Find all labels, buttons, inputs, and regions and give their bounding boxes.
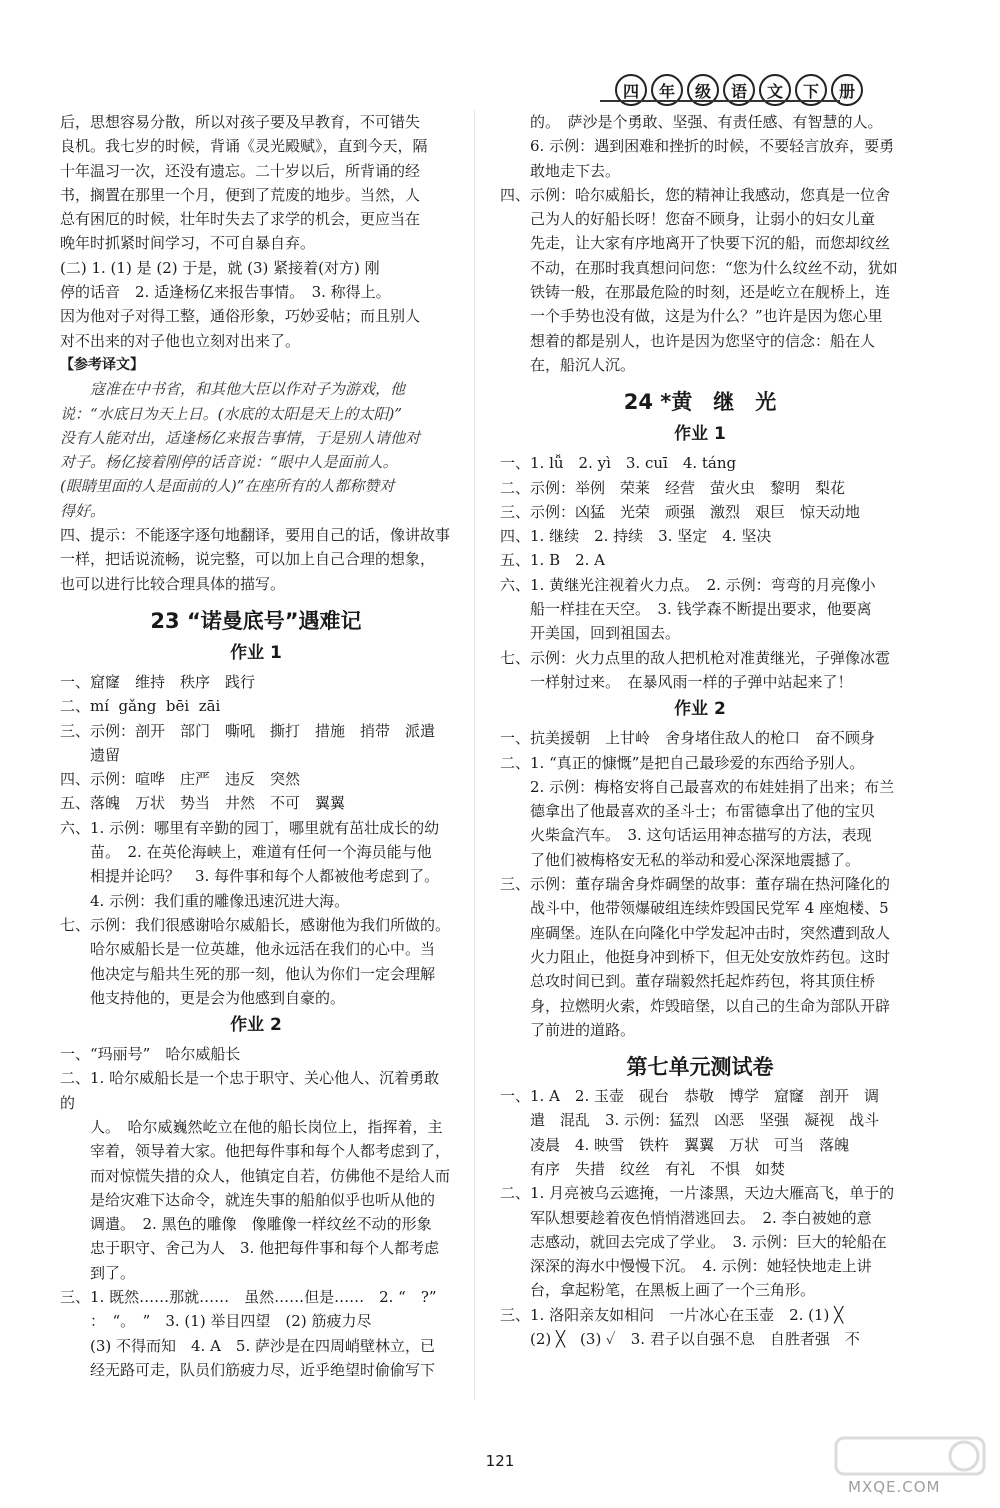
answer-line: 在，船沉人沉。	[500, 355, 636, 374]
answer-line: 了前进的道路。	[500, 1020, 636, 1039]
answer-line: 经无路可走，队员们筋疲力尽，近乎绝望时偷偷写下	[60, 1360, 436, 1379]
answer-line: 他支持他的，更是会为他感到自豪的。	[60, 988, 346, 1007]
header-rule	[600, 100, 840, 102]
answer-line: 2. 示例：梅格安将自己最喜欢的布娃娃捐了出来；布兰	[500, 777, 895, 796]
answer-line: 有序 失措 纹丝 有礼 不惧 如焚	[500, 1159, 786, 1178]
header-badge-char: 文	[759, 74, 791, 106]
answer-line: 战斗中，他带领爆破组连续炸毁国民党军 4 座炮楼、5	[500, 899, 889, 918]
assignment-heading: 作业 1	[230, 642, 282, 663]
answer-line: 凌晨 4. 映雪 铁杵 翼翼 万状 可当 落魄	[500, 1135, 850, 1154]
answer-line: 相提并论吗？ 3. 每件事和每个人都被他考虑到了。	[60, 867, 440, 886]
answer-line: 二、1. 哈尔威船长是一个忠于职守、关心他人、沉着勇敢的	[60, 1069, 440, 1112]
answer-line: 哈尔威船长是一位英雄，他永远活在我们的心中。当	[60, 940, 436, 959]
lesson-title: 23 “诺曼底号”遇难记	[150, 608, 362, 633]
answer-line: 停的话音 2. 适逢杨亿来报告事情。 3. 称得上。	[60, 283, 391, 302]
answer-line: 是给灾难下达命令，就连失事的船舶似乎也听从他的	[60, 1190, 436, 1209]
answer-line: 遗留	[60, 745, 121, 764]
answer-line: 一、1. lǚ 2. yì 3. cuī 4. táng	[500, 454, 737, 473]
assignment-heading: 作业 2	[230, 1015, 282, 1036]
header-badge-char: 级	[687, 74, 719, 106]
answer-line: 三、1. 既然……那就…… 虽然……但是…… 2. “ ?”	[60, 1288, 437, 1307]
answer-line: 一样，把话说流畅，说完整，可以加上自己合理的想象，	[60, 550, 436, 569]
answer-line: 到了。	[60, 1263, 136, 1282]
answer-line: 6. 示例：遇到困难和挫折的时候，不要轻言放弃，要勇	[500, 137, 895, 156]
answer-line: 一、“玛丽号” 哈尔威船长	[60, 1045, 241, 1064]
translation-line: 说：“水底日为天上日。(水底的太阳是天上的太阳)”	[60, 404, 403, 423]
answer-line: 七、示例：我们很感谢哈尔威船长，感谢他为我们所做的。	[60, 915, 451, 934]
left-column	[60, 110, 452, 1382]
answer-line: 良机。我七岁的时候，背诵《灵光殿赋》，直到今天，隔	[60, 137, 428, 156]
answer-line: 一、抗美援朝 上甘岭 舍身堵住敌人的枪口 奋不顾身	[500, 729, 876, 748]
assignment-heading: 作业 2	[674, 699, 726, 720]
translation-line: (眼睛里面的人是面前的人)”在座所有的人都称赞对	[60, 477, 395, 496]
answer-line: 晚年时抓紧时间学习，不可自暴自弃。	[60, 234, 316, 253]
answer-line: (2) ╳ (3) ✓ 3. 君子以自强不息 自胜者强 不	[500, 1330, 860, 1349]
answer-line: 四、提示：不能逐字逐句地翻译，要用自己的话，像讲故事	[60, 526, 451, 545]
answer-line: 五、落魄 万状 势当 井然 不可 翼翼	[60, 794, 346, 813]
header-badge-char: 年	[651, 74, 683, 106]
answer-line: 己为人的好船长呀！您奋不顾身，让弱小的妇女儿童	[500, 210, 876, 229]
header-badge-char: 四	[615, 74, 647, 106]
answer-line: 4. 示例：我们重的雕像迅速沉进大海。	[60, 891, 350, 910]
translation-line: 寇准在中书省，和其他大臣以作对子为游戏，他	[60, 380, 406, 399]
answer-line: 的。 萨沙是个勇敢、坚强、有责任感、有智慧的人。	[500, 113, 883, 131]
answer-line: 一、窟窿 维持 秩序 践行	[60, 672, 256, 691]
answer-line: 七、示例：火力点里的敌人把机枪对准黄继光，子弹像冰雹	[500, 648, 891, 667]
answer-line: 因为他对子对得工整，通俗形象，巧妙妥帖；而且别人	[60, 307, 421, 326]
answer-line: 后，思想容易分散，所以对孩子要及早教育，不可错失	[60, 113, 421, 131]
assignment-heading: 作业 1	[674, 424, 726, 445]
answer-line: 志感动，就回去完成了学业。 3. 示例：巨大的轮船在	[500, 1232, 887, 1251]
answer-line: 船一样挂在天空。 3. 钱学森不断提出要求，他要离	[500, 600, 872, 619]
answer-line: 一样射过来。 在暴风雨一样的子弹中站起来了！	[500, 672, 853, 691]
answer-line: 开美国，回到祖国去。	[500, 624, 681, 643]
answer-line: 二、1. “真正的慷慨”是把自己最珍爱的东西给予别人。	[500, 753, 865, 772]
header-badge-char: 册	[831, 74, 863, 106]
answer-line: 火力阻止，他挺身冲到桥下，但无处安放炸药包。这时	[500, 947, 891, 966]
answer-line: 台，拿起粉笔，在黑板上画了一个三角形。	[500, 1281, 816, 1300]
answer-line: 了他们被梅格安无私的举动和爱心深深地震撼了。	[500, 850, 861, 869]
answer-line: 德拿出了他最喜欢的圣斗士；布雷德拿出了他的宝贝	[500, 802, 876, 821]
header-badge-char: 语	[723, 74, 755, 106]
answer-line: 五、1. B 2. A	[500, 551, 606, 570]
answer-line: 十年温习一次，还没有遗忘。二十岁以后，所背诵的经	[60, 161, 421, 180]
header-badge-char: 下	[795, 74, 827, 106]
lesson-title: 第七单元测试卷	[626, 1055, 774, 1080]
answer-line: 人。 哈尔威巍然屹立在他的船长岗位上，指挥着，主	[60, 1117, 443, 1136]
answer-line: 军队想要趁着夜色悄悄潜逃回去。 2. 李白被她的意	[500, 1208, 872, 1227]
answer-line: 一个手势也没有做，这是为什么？”也许是因为您心里	[500, 307, 883, 326]
answer-line: 总攻时间已到。董存瑞毅然托起炸药包，将其顶住桥	[500, 972, 876, 991]
answer-line: ： “。 ” 3. (1) 举目四望 (2) 筋疲力尽	[60, 1312, 372, 1331]
answer-line: 他决定与船共生死的那一刻，他认为你们一定会理解	[60, 964, 436, 983]
answer-line: 先走，让大家有序地离开了快要下沉的船，而您却纹丝	[500, 234, 891, 253]
answer-line: 三、示例：剖开 部门 嘶吼 撕打 措施 捎带 派遣	[60, 721, 436, 740]
answer-line: 座碉堡。连队在向隆化中学发起冲击时，突然遭到敌人	[500, 923, 891, 942]
answer-line: 想着的都是别人，也许是因为您坚守的信念：船在人	[500, 331, 876, 350]
translation-line: 没有人能对出，适逢杨亿来报告事情，于是别人请他对	[60, 428, 421, 447]
answer-line: 总有困厄的时候，壮年时失去了求学的机会，更应当在	[60, 210, 421, 229]
answer-line: 火柴盒汽车。 3. 这句话运用神态描写的方法，表现	[500, 826, 872, 845]
answer-line: 三、示例：董存瑞舍身炸碉堡的故事：董存瑞在热河隆化的	[500, 875, 891, 894]
reference-translation-label: 【参考译文】	[60, 356, 144, 373]
answer-line: 铁铸一般，在那最危险的时刻，还是屹立在舰桥上，连	[500, 283, 891, 302]
answer-line: 调遣。 2. 黑色的雕像 像雕像一样纹丝不动的形象	[60, 1215, 432, 1234]
answer-line: 四、1. 继续 2. 持续 3. 坚定 4. 坚决	[500, 527, 772, 546]
answer-line: 书，搁置在那里一个月，便到了荒废的地步。当然，人	[60, 185, 421, 204]
answer-line: 对不出来的对子他也立刻对出来了。	[60, 331, 301, 350]
translation-line: 对子。杨亿接着刚停的话音说：“眼中人是面前人。	[60, 453, 398, 472]
answer-line: 忠于职守、舍己为人 3. 他把每件事和每个人都考虑	[60, 1239, 440, 1258]
answer-line: 遣 混乱 3. 示例：猛烈 凶恶 坚强 凝视 战斗	[500, 1111, 880, 1130]
answer-line: 不动，在那时我真想问问您：“您为什么纹丝不动，犹如	[500, 258, 898, 277]
answer-line: 二、1. 月亮被乌云遮掩，一片漆黑，天边大雁高飞，单于的	[500, 1184, 895, 1203]
answer-line: 六、1. 示例：哪里有辛勤的园丁，哪里就有茁壮成长的幼	[60, 818, 440, 837]
answer-line: 一、1. A 2. 玉壶 砚台 恭敬 博学 窟窿 剖开 调	[500, 1087, 879, 1106]
answer-line: (二) 1. (1) 是 (2) 于是，就 (3) 紧接着(对方) 刚	[60, 258, 380, 277]
answer-line: (3) 不得而知 4. A 5. 萨沙是在四周峭壁林立，已	[60, 1336, 436, 1355]
answer-line: 也可以进行比较合理具体的描写。	[60, 574, 286, 593]
answer-line: 四、示例：哈尔威船长，您的精神让我感动，您真是一位舍	[500, 185, 891, 204]
translation-line: 得好。	[60, 501, 106, 520]
answer-line: 宰着，领导着大家。他把每件事和每个人都考虑到了，	[60, 1142, 451, 1161]
answer-line: 三、示例：凶猛 光荣 顽强 激烈 艰巨 惊天动地	[500, 502, 861, 521]
answer-line: 六、1. 黄继光注视着火力点。 2. 示例：弯弯的月亮像小	[500, 575, 876, 594]
right-column	[500, 110, 900, 1351]
answer-line: 身，拉燃明火索，炸毁暗堡，以自己的生命为部队开辟	[500, 996, 891, 1015]
answer-line: 二、mí gǎng bēi zāi	[60, 697, 221, 716]
answer-line: 深深的海水中慢慢下沉。 4. 示例：她轻快地走上讲	[500, 1257, 872, 1276]
answer-line: 三、1. 洛阳亲友如相问 一片冰心在玉壶 2. (1) ╳	[500, 1305, 844, 1324]
answer-line: 敢地走下去。	[500, 161, 621, 180]
lesson-title: 24 *黄 继 光	[623, 390, 777, 415]
answer-line: 四、示例：喧哗 庄严 违反 突然	[60, 770, 301, 789]
page-number: 121	[485, 1452, 515, 1470]
answer-line: 而对惊慌失措的众人，他镇定自若，仿佛他不是给人而	[60, 1166, 451, 1185]
answer-line: 二、示例：举例 荣莱 经营 萤火虫 黎明 梨花	[500, 478, 846, 497]
answer-line: 苗。 2. 在英伦海峡上，难道有任何一个海员能与他	[60, 843, 432, 862]
column-divider	[474, 110, 475, 1400]
watermark-text: MXQE.COM	[848, 1478, 941, 1496]
